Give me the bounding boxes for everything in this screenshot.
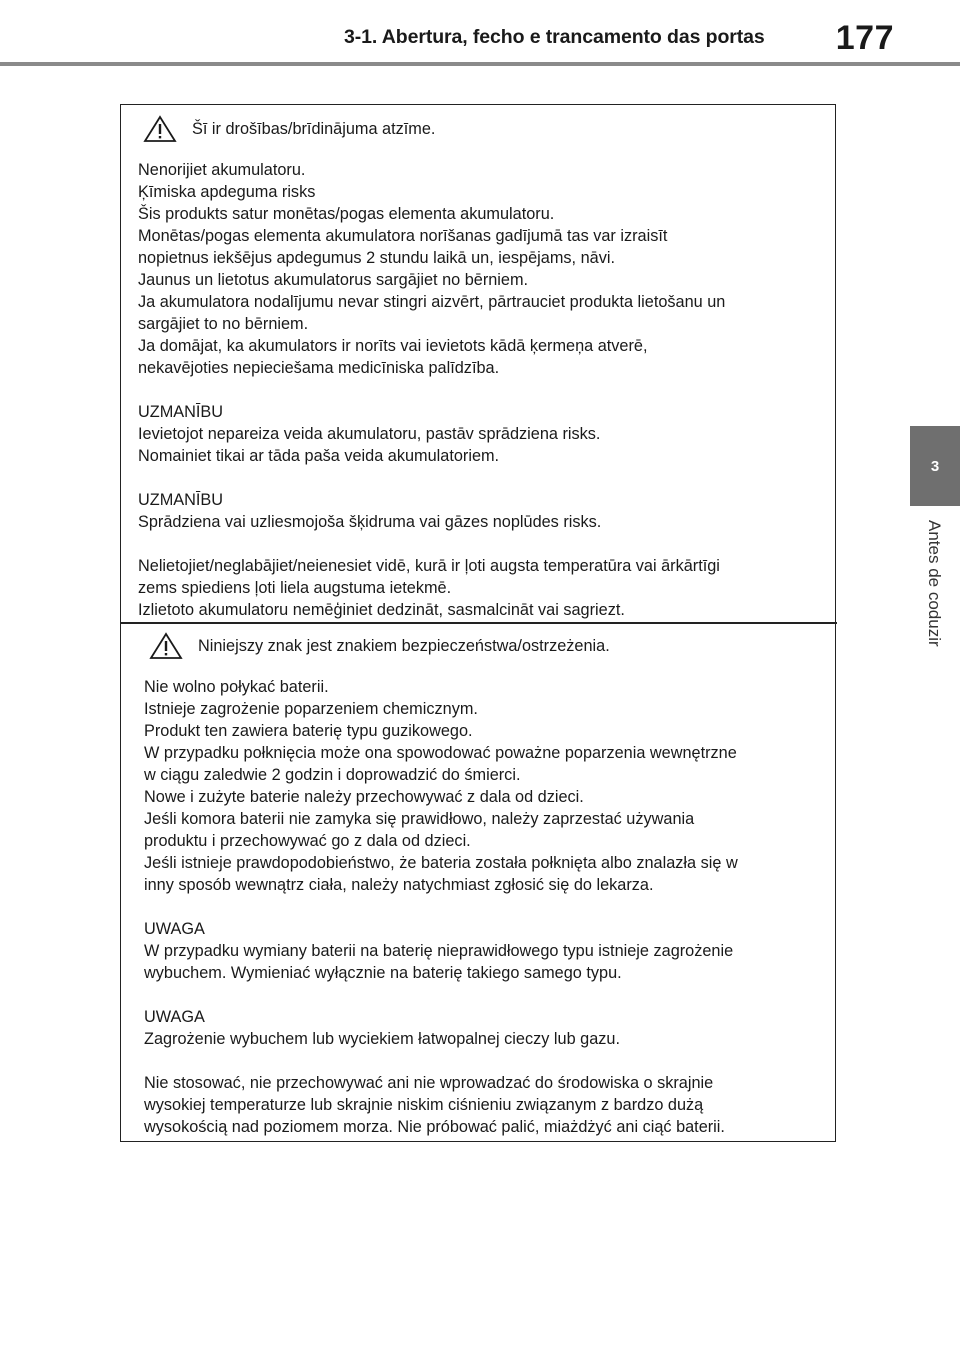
text-line: Ķīmiska apdeguma risks <box>138 183 316 201</box>
latvian-paragraph <box>138 159 823 379</box>
text-line: W przypadku wymiany baterii na baterię nieprawidłowego typu istnieje zagrożenie <box>144 942 734 960</box>
latvian-paragraph <box>138 555 823 621</box>
text-line: nekavējoties nepieciešama medicīniska palīdzība. <box>138 359 500 377</box>
text-line: Produkt ten zawiera baterię typu guzikowego. <box>144 722 473 740</box>
text-line: inny sposób wewnątrz ciała, należy natychmiast zgłosić się do lekarza. <box>144 876 654 894</box>
text-line: Monētas/pogas elementa akumulatora norīšanas gadījumā tas var izraisīt <box>138 227 668 245</box>
header-rule <box>0 62 960 66</box>
polish-symbol-row <box>144 632 823 660</box>
warning-triangle-icon <box>149 632 183 660</box>
polish-paragraph <box>144 1072 823 1138</box>
text-line: Jeśli komora baterii nie zamyka się prawidłowo, należy zaprzestać używania <box>144 810 695 828</box>
warning-triangle-icon <box>143 115 177 143</box>
text-line: sargājiet to no bērniem. <box>138 315 309 333</box>
text-line: Ievietojot nepareiza veida akumulatoru, pastāv sprādziena risks. <box>138 425 601 443</box>
text-line: wybuchem. Wymieniać wyłącznie na baterię takiego samego typu. <box>144 964 622 982</box>
polish-symbol-text: Niniejszy znak jest znakiem bezpieczeństwa/ostrzeżenia. <box>198 636 610 655</box>
polish-paragraph <box>144 676 823 896</box>
section-title: 3-1. Abertura, fecho e trancamento das portas <box>344 26 765 48</box>
latvian-paragraph <box>138 489 823 533</box>
text-line: Ja akumulatora nodalījumu nevar stingri aizvērt, pārtrauciet produkta lietošanu un <box>138 293 726 311</box>
battery-warning-box <box>120 104 836 1142</box>
text-line: Nie wolno połykać baterii. <box>144 678 329 696</box>
text-line: nopietnus iekšējus apdegumus 2 stundu laikā un, iespējams, nāvi. <box>138 249 615 267</box>
text-line: wysokiej temperaturze lub skrajnie niskim ciśnieniu związanym z bardzo dużą <box>144 1096 704 1114</box>
text-line: Jeśli istnieje prawdopodobieństwo, że bateria została połknięta albo znalazła się w <box>144 854 738 872</box>
text-line: Istnieje zagrożenie poparzeniem chemicznym. <box>144 700 478 718</box>
text-line: Jaunus un lietotus akumulatorus sargājiet no bērniem. <box>138 271 529 289</box>
text-line: UWAGA <box>144 920 205 938</box>
latvian-paragraphs <box>138 159 823 621</box>
text-line: Šis produkts satur monētas/pogas elementa akumulatoru. <box>138 205 555 223</box>
latvian-symbol-row <box>138 115 823 143</box>
text-line: Izlietoto akumulatoru nemēģiniet dedzināt, sasmalcināt vai sagriezt. <box>138 601 625 619</box>
chapter-tab[interactable] <box>910 426 960 506</box>
text-line: UZMANĪBU <box>138 491 224 509</box>
text-line: Nowe i zużyte baterie należy przechowywać z dala od dzieci. <box>144 788 584 806</box>
chapter-number: 3 <box>930 457 940 475</box>
text-line: Nie stosować, nie przechowywać ani nie wprowadzać do środowiska o skrajnie <box>144 1074 714 1092</box>
polish-paragraphs <box>144 676 823 1138</box>
text-line: W przypadku połknięcia może ona spowodować poważne poparzenia wewnętrzne <box>144 744 737 762</box>
chapter-label: Antes de coduzir <box>925 520 944 647</box>
polish-paragraph <box>144 1006 823 1050</box>
text-line: Nelietojiet/neglabājiet/neienesiet vidē, kurā ir ļoti augsta temperatūra vai ārkārtīgi <box>138 557 720 575</box>
text-line: UZMANĪBU <box>138 403 224 421</box>
text-line: Nomainiet tikai ar tāda paša veida akumulatoriem. <box>138 447 500 465</box>
text-line: Zagrożenie wybuchem lub wyciekiem łatwopalnej cieczy lub gazu. <box>144 1030 621 1048</box>
text-line: wysokością nad poziomem morza. Nie próbować palić, miażdżyć ani ciąć baterii. <box>144 1118 725 1136</box>
polish-paragraph <box>144 918 823 984</box>
text-line: w ciągu zaledwie 2 godzin i doprowadzić do śmierci. <box>144 766 521 784</box>
chapter-label-container <box>916 520 952 700</box>
text-line: UWAGA <box>144 1008 205 1026</box>
text-line: produktu i przechowywać go z dala od dzieci. <box>144 832 471 850</box>
text-line: zems spiediens ļoti liela augstuma ietekmē. <box>138 579 452 597</box>
polish-warning-section <box>121 624 835 1141</box>
latvian-symbol-text: Šī ir drošības/brīdinājuma atzīme. <box>192 119 436 138</box>
text-line: Sprādziena vai uzliesmojoša šķidruma vai gāzes noplūdes risks. <box>138 513 602 531</box>
page-number: 177 <box>835 19 894 57</box>
text-line: Ja domājat, ka akumulators ir norīts vai ievietots kādā ķermeņa atverē, <box>138 337 648 355</box>
latvian-warning-section <box>121 105 835 622</box>
text-line: Nenorijiet akumulatoru. <box>138 161 306 179</box>
latvian-paragraph <box>138 401 823 467</box>
